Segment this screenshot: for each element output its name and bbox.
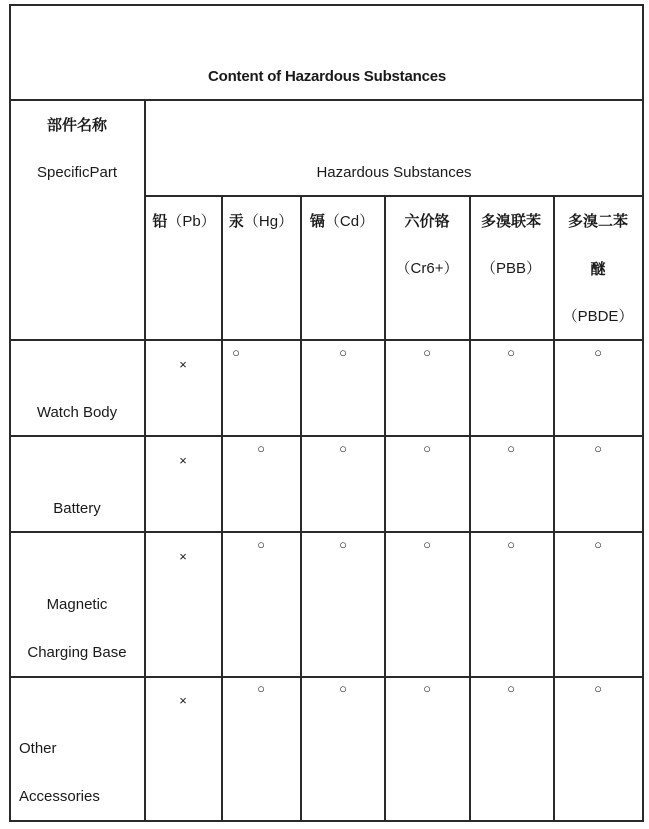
compliant-mark: ○ bbox=[339, 345, 347, 360]
compliant-mark: ○ bbox=[339, 681, 347, 696]
compliant-mark: ○ bbox=[507, 441, 515, 456]
column-header-pbb-cn: 多溴联苯 bbox=[480, 212, 542, 230]
compliant-mark: ○ bbox=[257, 441, 265, 456]
table-border-top bbox=[9, 4, 644, 6]
row-part-label-line1: Magnetic bbox=[46, 596, 108, 613]
compliant-mark: ○ bbox=[423, 681, 431, 696]
row-part-label-line2: Accessories bbox=[19, 788, 100, 805]
column-header-en: （Cd） bbox=[324, 213, 375, 230]
row-part-label-line2: Charging Base bbox=[27, 644, 127, 661]
table-border-right bbox=[642, 4, 644, 822]
column-header-cn: 铅 bbox=[152, 212, 168, 230]
substances-header: Hazardous Substances bbox=[316, 164, 472, 181]
column-header-pbb-en: （PBB） bbox=[480, 260, 542, 277]
column-header-cd bbox=[310, 212, 374, 231]
column-divider bbox=[384, 195, 386, 822]
part-header-cn: 部件名称 bbox=[46, 116, 108, 134]
column-header-cr6-cn: 六价铬 bbox=[404, 212, 450, 230]
absent-mark: × bbox=[179, 549, 187, 564]
row-part-label-line1: Other bbox=[19, 740, 57, 757]
row-divider bbox=[9, 531, 644, 533]
compliant-mark: ○ bbox=[594, 345, 602, 360]
row-divider bbox=[9, 435, 644, 437]
compliant-mark: ○ bbox=[423, 441, 431, 456]
part-header-en: SpecificPart bbox=[36, 164, 118, 181]
compliant-mark: ○ bbox=[339, 537, 347, 552]
compliant-mark: ○ bbox=[339, 441, 347, 456]
column-header-en: （Pb） bbox=[167, 213, 216, 230]
compliant-mark: ○ bbox=[507, 681, 515, 696]
compliant-mark: ○ bbox=[423, 537, 431, 552]
compliant-mark: ○ bbox=[594, 441, 602, 456]
column-header-pbde-cn-line2: 醚 bbox=[590, 260, 606, 278]
column-header-pbde-cn-line1: 多溴二苯 bbox=[567, 212, 629, 230]
absent-mark: × bbox=[179, 453, 187, 468]
compliant-mark: ○ bbox=[594, 681, 602, 696]
compliant-mark: ○ bbox=[507, 537, 515, 552]
substances-divider bbox=[145, 195, 644, 197]
column-divider bbox=[469, 195, 471, 822]
row-part-label: Battery bbox=[53, 500, 101, 517]
column-divider bbox=[553, 195, 555, 822]
table-title: Content of Hazardous Substances bbox=[208, 68, 446, 85]
column-header-cn: 汞 bbox=[228, 212, 244, 230]
column-divider bbox=[300, 195, 302, 822]
column-header-cn: 镉 bbox=[309, 212, 325, 230]
compliant-mark: ○ bbox=[257, 537, 265, 552]
table-border-bottom bbox=[9, 820, 644, 822]
column-header-en: （Hg） bbox=[243, 213, 294, 230]
compliant-mark: ○ bbox=[423, 345, 431, 360]
absent-mark: × bbox=[179, 693, 187, 708]
table-border-left bbox=[9, 4, 11, 822]
compliant-mark: ○ bbox=[232, 345, 240, 360]
column-header-cr6-en: （Cr6+） bbox=[395, 260, 459, 277]
row-divider bbox=[9, 339, 644, 341]
compliant-mark: ○ bbox=[257, 681, 265, 696]
column-header-pbde-en: （PBDE） bbox=[562, 308, 634, 325]
column-header-hg bbox=[229, 212, 293, 231]
row-part-label: Watch Body bbox=[36, 404, 118, 421]
title-divider bbox=[9, 99, 644, 101]
row-divider bbox=[9, 676, 644, 678]
column-divider bbox=[221, 195, 223, 822]
column-header-pb bbox=[152, 212, 215, 231]
absent-mark: × bbox=[179, 357, 187, 372]
part-column-divider bbox=[144, 99, 146, 822]
compliant-mark: ○ bbox=[594, 537, 602, 552]
compliant-mark: ○ bbox=[507, 345, 515, 360]
